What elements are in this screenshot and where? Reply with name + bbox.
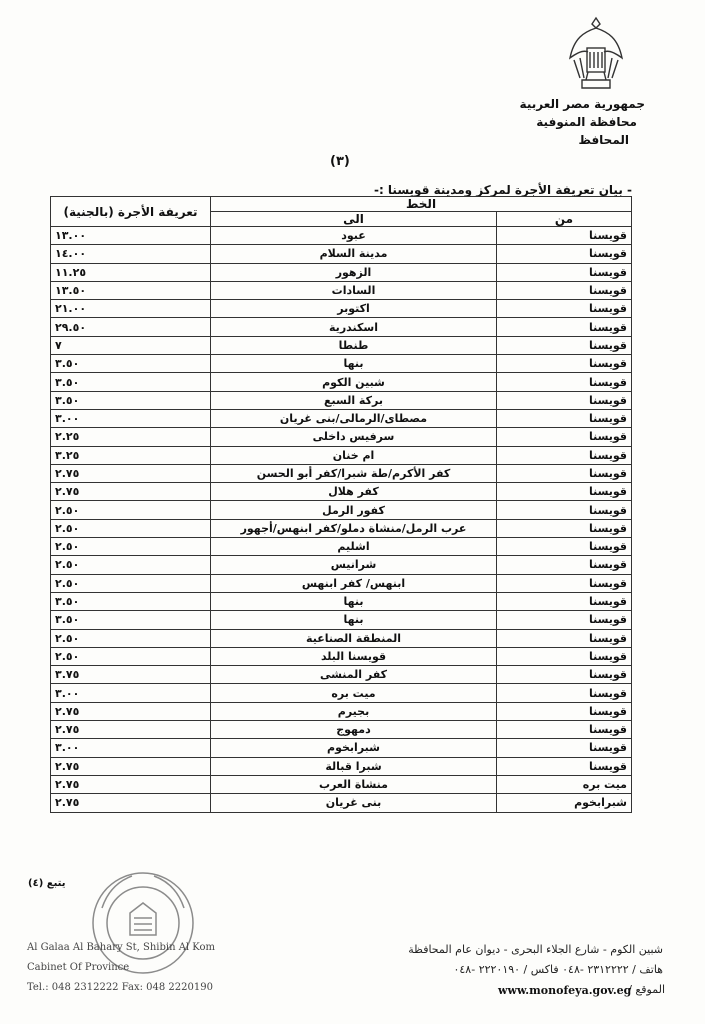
cell-fare: ٣.٥٠	[51, 611, 211, 629]
table-row	[51, 775, 632, 793]
cell-from: قويسنا	[497, 245, 632, 263]
cell-from: قويسنا	[497, 556, 632, 574]
cell-fare: ٣.٥٠	[51, 373, 211, 391]
cell-to: اشليم	[211, 538, 497, 556]
footer-cabinet-en: Cabinet Of Province	[27, 962, 130, 973]
cell-to: شرانيس	[211, 556, 497, 574]
footer-address-ar: شبين الكوم - شارع الجلاء البحرى - ديوان عام المحافظة	[408, 943, 663, 956]
table-row	[51, 446, 632, 464]
cell-from: قويسنا	[497, 739, 632, 757]
cell-to: بنى غريان	[211, 794, 497, 812]
cell-fare: ٢.٧٥	[51, 794, 211, 812]
page-number: (٣)	[330, 154, 350, 169]
cell-to: بنها	[211, 611, 497, 629]
cell-fare: ٣.٧٥	[51, 666, 211, 684]
table-row	[51, 519, 632, 537]
table-row	[51, 684, 632, 702]
cell-from: شبرابخوم	[497, 794, 632, 812]
cell-to: عبود	[211, 227, 497, 245]
header-from: من	[497, 212, 632, 227]
header-governorate: محافظة المنوفية	[536, 115, 637, 129]
table-row	[51, 355, 632, 373]
cell-to: ابنهس/ كفر ابنهس	[211, 574, 497, 592]
header-governor: المحافظ	[578, 133, 629, 147]
cell-fare: ١٣.٠٠	[51, 227, 211, 245]
cell-fare: ١٤.٠٠	[51, 245, 211, 263]
cell-from: قويسنا	[497, 464, 632, 482]
cell-fare: ٢.٥٠	[51, 556, 211, 574]
table-row	[51, 739, 632, 757]
table-caption: - بيان تعريفة الأجرة لمركز ومدينة قويسنا :-	[373, 183, 632, 197]
cell-fare: ٢.٥٠	[51, 629, 211, 647]
cell-from: قويسنا	[497, 318, 632, 336]
table-row	[51, 574, 632, 592]
cell-to: اسكندرية	[211, 318, 497, 336]
cell-from: قويسنا	[497, 538, 632, 556]
table-row	[51, 611, 632, 629]
cell-to: كفر المنشى	[211, 666, 497, 684]
continued-note: يتبع (٤)	[28, 878, 66, 889]
cell-to: بركة السبع	[211, 391, 497, 409]
cell-fare: ٣.٠٠	[51, 739, 211, 757]
table-row	[51, 318, 632, 336]
table-row	[51, 629, 632, 647]
cell-fare: ١١.٢٥	[51, 263, 211, 281]
cell-to: شبرابخوم	[211, 739, 497, 757]
footer-phone-en: Tel.: 048 2312222 Fax: 048 2220190	[27, 982, 213, 993]
cell-fare: ٢.٧٥	[51, 483, 211, 501]
cell-to: ميت بره	[211, 684, 497, 702]
cell-to: السادات	[211, 281, 497, 299]
cell-from: قويسنا	[497, 666, 632, 684]
footer-address-en: Al Galaa Al Bahary St, Shibin Al Kom	[27, 942, 216, 953]
cell-to: كفور الرمل	[211, 501, 497, 519]
cell-fare: ٣.٠٠	[51, 409, 211, 427]
footer-site-label: الموقع /	[628, 983, 665, 996]
table-row	[51, 409, 632, 427]
table-row	[51, 428, 632, 446]
cell-to: بجيرم	[211, 702, 497, 720]
table-row	[51, 647, 632, 665]
table-row	[51, 336, 632, 354]
footer-phone-ar: هاتف / ٢٣١٢٢٢٢ -٠٤٨ فاكس / ٢٢٢٠١٩٠ -٠٤٨	[453, 963, 663, 976]
cell-to: شبين الكوم	[211, 373, 497, 391]
table-row	[51, 721, 632, 739]
cell-from: قويسنا	[497, 611, 632, 629]
table-row	[51, 300, 632, 318]
cell-to: منشاة العرب	[211, 775, 497, 793]
cell-to: كفر هلال	[211, 483, 497, 501]
table-row	[51, 245, 632, 263]
cell-fare: ٢.٥٠	[51, 574, 211, 592]
cell-to: طنطا	[211, 336, 497, 354]
cell-to: شبرا قبالة	[211, 757, 497, 775]
cell-to: بنها	[211, 355, 497, 373]
cell-fare: ٢٩.٥٠	[51, 318, 211, 336]
cell-from: قويسنا	[497, 501, 632, 519]
cell-fare: ٣.٥٠	[51, 355, 211, 373]
cell-to: دمهوج	[211, 721, 497, 739]
table-row	[51, 373, 632, 391]
table-row	[51, 538, 632, 556]
cell-from: قويسنا	[497, 629, 632, 647]
cell-to: الزهور	[211, 263, 497, 281]
cell-from: قويسنا	[497, 336, 632, 354]
cell-to: ام خنان	[211, 446, 497, 464]
table-row	[51, 501, 632, 519]
table-row	[51, 592, 632, 610]
cell-from: قويسنا	[497, 483, 632, 501]
cell-fare: ٢.٧٥	[51, 464, 211, 482]
cell-fare: ١٣.٥٠	[51, 281, 211, 299]
cell-from: قويسنا	[497, 519, 632, 537]
table-row	[51, 391, 632, 409]
table-row	[51, 281, 632, 299]
cell-fare: ٢١.٠٠	[51, 300, 211, 318]
table-row	[51, 263, 632, 281]
table-row	[51, 757, 632, 775]
cell-fare: ٢.٢٥	[51, 428, 211, 446]
table-row	[51, 483, 632, 501]
cell-to: سرفيس داخلى	[211, 428, 497, 446]
table-row	[51, 794, 632, 812]
cell-from: قويسنا	[497, 263, 632, 281]
header-fare: تعريفة الأجرة (بالجنية)	[51, 197, 211, 227]
cell-from: قويسنا	[497, 428, 632, 446]
cell-fare: ٢.٥٠	[51, 647, 211, 665]
cell-to: مصطاى/الرمالى/بنى غريان	[211, 409, 497, 427]
cell-from: قويسنا	[497, 702, 632, 720]
website-link[interactable]: www.monofeya.gov.eg	[498, 984, 632, 997]
fare-table	[50, 196, 632, 813]
cell-from: قويسنا	[497, 647, 632, 665]
cell-from: قويسنا	[497, 409, 632, 427]
table-row	[51, 702, 632, 720]
cell-fare: ٢.٧٥	[51, 757, 211, 775]
cell-from: قويسنا	[497, 227, 632, 245]
cell-fare: ٣.٢٥	[51, 446, 211, 464]
cell-to: بنها	[211, 592, 497, 610]
cell-from: قويسنا	[497, 757, 632, 775]
cell-to: عرب الرمل/منشاة دملو/كفر ابنهس/أجهور	[211, 519, 497, 537]
cell-fare: ٢.٧٥	[51, 702, 211, 720]
cell-from: قويسنا	[497, 592, 632, 610]
table-row	[51, 556, 632, 574]
cell-to: المنطقة الصناعية	[211, 629, 497, 647]
table-row	[51, 227, 632, 245]
cell-from: قويسنا	[497, 391, 632, 409]
cell-from: قويسنا	[497, 300, 632, 318]
header-country: جمهورية مصر العربية	[519, 97, 645, 111]
cell-to: اكتوبر	[211, 300, 497, 318]
cell-fare: ٢.٥٠	[51, 519, 211, 537]
cell-fare: ٢.٧٥	[51, 721, 211, 739]
cell-to: كفر الأكرم/طة شبرا/كفر أبو الحسن	[211, 464, 497, 482]
header-to: الى	[211, 212, 497, 227]
cell-from: ميت بره	[497, 775, 632, 793]
table-row	[51, 464, 632, 482]
cell-fare: ٣.٥٠	[51, 391, 211, 409]
table-body	[51, 227, 632, 813]
cell-fare: ٧	[51, 336, 211, 354]
cell-from: قويسنا	[497, 684, 632, 702]
cell-to: مدينة السلام	[211, 245, 497, 263]
cell-from: قويسنا	[497, 721, 632, 739]
cell-fare: ٢.٥٠	[51, 501, 211, 519]
cell-fare: ٢.٧٥	[51, 775, 211, 793]
cell-to: قويسنا البلد	[211, 647, 497, 665]
cell-from: قويسنا	[497, 281, 632, 299]
cell-from: قويسنا	[497, 373, 632, 391]
cell-fare: ٣.٥٠	[51, 592, 211, 610]
cell-from: قويسنا	[497, 446, 632, 464]
cell-from: قويسنا	[497, 355, 632, 373]
eagle-emblem-icon	[566, 14, 626, 96]
cell-from: قويسنا	[497, 574, 632, 592]
cell-fare: ٣.٠٠	[51, 684, 211, 702]
table-row	[51, 666, 632, 684]
header-line: الخط	[211, 197, 632, 212]
cell-fare: ٢.٥٠	[51, 538, 211, 556]
